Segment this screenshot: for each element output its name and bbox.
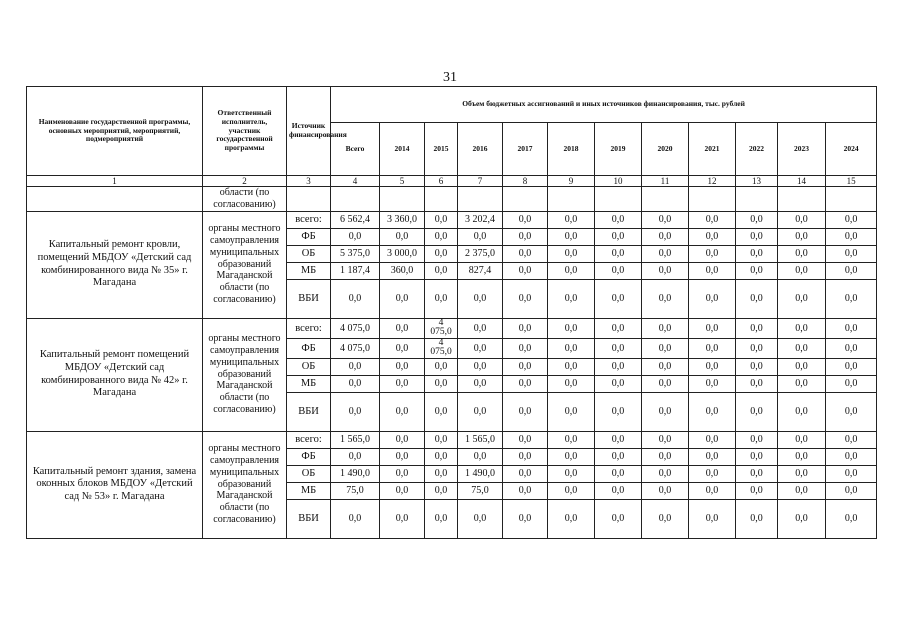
year-value: 0,0 bbox=[736, 338, 778, 358]
header-year: 2023 bbox=[778, 123, 826, 176]
year-value: 0,0 bbox=[380, 499, 425, 538]
column-number: 13 bbox=[736, 176, 778, 187]
funding-source: ВБИ bbox=[287, 499, 331, 538]
year-value: 0,0 bbox=[425, 228, 458, 245]
year-value: 3 000,0 bbox=[380, 245, 425, 262]
header-year: 2017 bbox=[503, 123, 548, 176]
year-value: 0,0 bbox=[736, 392, 778, 431]
year-value: 0,0 bbox=[826, 262, 877, 279]
year-value: 0,0 bbox=[548, 431, 595, 448]
column-number: 10 bbox=[595, 176, 642, 187]
funding-source: ФБ bbox=[287, 228, 331, 245]
funding-source: всего: bbox=[287, 431, 331, 448]
total-value: 4 075,0 bbox=[331, 338, 380, 358]
year-value: 0,0 bbox=[826, 228, 877, 245]
year-value: 0,0 bbox=[548, 318, 595, 338]
year-value: 0,0 bbox=[458, 228, 503, 245]
table-row bbox=[27, 431, 877, 448]
column-number: 11 bbox=[642, 176, 689, 187]
year-value: 0,0 bbox=[503, 262, 548, 279]
column-number: 4 bbox=[331, 176, 380, 187]
year-value: 4 075,0 bbox=[425, 338, 458, 358]
year-value: 0,0 bbox=[689, 465, 736, 482]
year-value: 0,0 bbox=[826, 211, 877, 228]
year-value: 0,0 bbox=[826, 465, 877, 482]
measure-name: Капитальный ремонт здания, замена оконных блоков МБДОУ «Детский сад № 53» г. Магадана bbox=[27, 431, 203, 538]
year-value: 75,0 bbox=[458, 482, 503, 499]
year-value: 0,0 bbox=[425, 245, 458, 262]
year-value: 0,0 bbox=[503, 228, 548, 245]
total-value: 0,0 bbox=[331, 448, 380, 465]
year-value: 0,0 bbox=[425, 211, 458, 228]
year-value: 0,0 bbox=[736, 228, 778, 245]
year-value: 0,0 bbox=[503, 358, 548, 375]
funding-source: ВБИ bbox=[287, 279, 331, 318]
year-value: 0,0 bbox=[642, 228, 689, 245]
year-value: 0,0 bbox=[548, 499, 595, 538]
table-row bbox=[27, 318, 877, 338]
year-value: 0,0 bbox=[503, 448, 548, 465]
table-body bbox=[27, 187, 877, 539]
column-number: 8 bbox=[503, 176, 548, 187]
year-value: 0,0 bbox=[458, 392, 503, 431]
year-value: 0,0 bbox=[778, 358, 826, 375]
executor: органы местного самоуправления муниципальных образований Магаданской области (по согласованию) bbox=[203, 318, 287, 431]
header-year: 2024 bbox=[826, 123, 877, 176]
column-number: 5 bbox=[380, 176, 425, 187]
year-value: 0,0 bbox=[425, 375, 458, 392]
table-header bbox=[27, 87, 877, 187]
funding-source: ФБ bbox=[287, 448, 331, 465]
year-value: 0,0 bbox=[778, 338, 826, 358]
year-value: 0,0 bbox=[689, 375, 736, 392]
year-value: 0,0 bbox=[425, 431, 458, 448]
year-value: 0,0 bbox=[778, 465, 826, 482]
year-value: 0,0 bbox=[548, 211, 595, 228]
year-value: 0,0 bbox=[503, 245, 548, 262]
column-number: 14 bbox=[778, 176, 826, 187]
year-value: 0,0 bbox=[642, 211, 689, 228]
year-value: 0,0 bbox=[736, 245, 778, 262]
year-value: 0,0 bbox=[503, 375, 548, 392]
year-value: 0,0 bbox=[689, 431, 736, 448]
column-number: 7 bbox=[458, 176, 503, 187]
year-value: 0,0 bbox=[595, 338, 642, 358]
column-number: 3 bbox=[287, 176, 331, 187]
year-value: 0,0 bbox=[778, 279, 826, 318]
total-value: 1 187,4 bbox=[331, 262, 380, 279]
year-value: 0,0 bbox=[425, 465, 458, 482]
year-value: 0,0 bbox=[595, 211, 642, 228]
year-value: 0,0 bbox=[595, 499, 642, 538]
header-name: Наименование государственной программы, основных мероприятий, мероприятий, подмероприятий bbox=[27, 87, 203, 176]
funding-source: ВБИ bbox=[287, 392, 331, 431]
year-value: 0,0 bbox=[689, 338, 736, 358]
year-value: 0,0 bbox=[689, 228, 736, 245]
year-value: 0,0 bbox=[642, 448, 689, 465]
year-value: 0,0 bbox=[826, 431, 877, 448]
year-value: 0,0 bbox=[548, 392, 595, 431]
carryover-row bbox=[27, 187, 877, 212]
column-number: 15 bbox=[826, 176, 877, 187]
year-value: 0,0 bbox=[425, 482, 458, 499]
page-number: 31 bbox=[443, 70, 457, 85]
header-year: 2022 bbox=[736, 123, 778, 176]
year-value: 0,0 bbox=[503, 338, 548, 358]
header-year: 2015 bbox=[425, 123, 458, 176]
year-value: 0,0 bbox=[778, 392, 826, 431]
year-value: 0,0 bbox=[458, 318, 503, 338]
header-year: 2021 bbox=[689, 123, 736, 176]
measure-name: Капитальный ремонт кровли, помещений МБДОУ «Детский сад комбинированного вида № 35» г. Магадана bbox=[27, 211, 203, 318]
column-number-row bbox=[27, 176, 877, 187]
year-value: 0,0 bbox=[778, 211, 826, 228]
year-value: 0,0 bbox=[642, 262, 689, 279]
year-value: 0,0 bbox=[548, 262, 595, 279]
year-value: 0,0 bbox=[689, 358, 736, 375]
year-value: 0,0 bbox=[642, 375, 689, 392]
year-value: 0,0 bbox=[503, 279, 548, 318]
year-value: 4 075,0 bbox=[425, 318, 458, 338]
year-value: 0,0 bbox=[689, 392, 736, 431]
header-source: Источник финансирования bbox=[287, 87, 331, 176]
year-value: 0,0 bbox=[595, 279, 642, 318]
year-value: 1 565,0 bbox=[458, 431, 503, 448]
funding-source: ОБ bbox=[287, 245, 331, 262]
column-number: 2 bbox=[203, 176, 287, 187]
year-value: 0,0 bbox=[503, 499, 548, 538]
year-value: 0,0 bbox=[778, 499, 826, 538]
total-value: 5 375,0 bbox=[331, 245, 380, 262]
year-value: 0,0 bbox=[548, 245, 595, 262]
year-value: 0,0 bbox=[642, 392, 689, 431]
table-row bbox=[27, 211, 877, 228]
year-value: 0,0 bbox=[425, 262, 458, 279]
year-value: 0,0 bbox=[826, 392, 877, 431]
total-value: 1 565,0 bbox=[331, 431, 380, 448]
year-value: 0,0 bbox=[380, 465, 425, 482]
year-value: 0,0 bbox=[380, 482, 425, 499]
year-value: 0,0 bbox=[380, 228, 425, 245]
year-value: 0,0 bbox=[380, 338, 425, 358]
funding-source: всего: bbox=[287, 318, 331, 338]
year-value: 0,0 bbox=[380, 279, 425, 318]
year-value: 0,0 bbox=[826, 448, 877, 465]
total-value: 1 490,0 bbox=[331, 465, 380, 482]
year-value: 0,0 bbox=[736, 465, 778, 482]
year-value: 0,0 bbox=[778, 262, 826, 279]
header-total: Всего bbox=[331, 123, 380, 176]
year-value: 0,0 bbox=[548, 465, 595, 482]
year-value: 0,0 bbox=[503, 431, 548, 448]
year-value: 0,0 bbox=[736, 279, 778, 318]
year-value: 0,0 bbox=[736, 358, 778, 375]
year-value: 0,0 bbox=[503, 465, 548, 482]
column-number: 1 bbox=[27, 176, 203, 187]
column-number: 6 bbox=[425, 176, 458, 187]
year-value: 0,0 bbox=[548, 375, 595, 392]
year-value: 0,0 bbox=[380, 375, 425, 392]
year-value: 0,0 bbox=[826, 245, 877, 262]
year-value: 0,0 bbox=[458, 499, 503, 538]
year-value: 0,0 bbox=[778, 375, 826, 392]
total-value: 0,0 bbox=[331, 392, 380, 431]
year-value: 0,0 bbox=[380, 431, 425, 448]
year-value: 0,0 bbox=[826, 338, 877, 358]
year-value: 0,0 bbox=[595, 448, 642, 465]
year-value: 0,0 bbox=[380, 392, 425, 431]
year-value: 0,0 bbox=[380, 358, 425, 375]
year-value: 0,0 bbox=[778, 482, 826, 499]
year-value: 0,0 bbox=[736, 262, 778, 279]
year-value: 0,0 bbox=[826, 482, 877, 499]
year-value: 0,0 bbox=[595, 262, 642, 279]
total-value: 0,0 bbox=[331, 499, 380, 538]
year-value: 0,0 bbox=[736, 448, 778, 465]
year-value: 0,0 bbox=[689, 448, 736, 465]
column-number: 9 bbox=[548, 176, 595, 187]
year-value: 0,0 bbox=[458, 375, 503, 392]
year-value: 0,0 bbox=[595, 431, 642, 448]
year-value: 0,0 bbox=[425, 279, 458, 318]
year-value: 0,0 bbox=[689, 279, 736, 318]
measure-name: Капитальный ремонт помещений МБДОУ «Детский сад комбинированного вида № 42» г. Магадана bbox=[27, 318, 203, 431]
year-value: 0,0 bbox=[778, 448, 826, 465]
header-year: 2020 bbox=[642, 123, 689, 176]
year-value: 0,0 bbox=[642, 465, 689, 482]
year-value: 0,0 bbox=[425, 392, 458, 431]
year-value: 0,0 bbox=[826, 358, 877, 375]
year-value: 0,0 bbox=[736, 482, 778, 499]
year-value: 0,0 bbox=[595, 482, 642, 499]
year-value: 0,0 bbox=[778, 228, 826, 245]
year-value: 827,4 bbox=[458, 262, 503, 279]
year-value: 0,0 bbox=[689, 482, 736, 499]
year-value: 0,0 bbox=[595, 358, 642, 375]
carryover-executor: области (по согласованию) bbox=[203, 187, 287, 212]
year-value: 0,0 bbox=[595, 465, 642, 482]
year-value: 0,0 bbox=[548, 482, 595, 499]
year-value: 0,0 bbox=[689, 262, 736, 279]
year-value: 0,0 bbox=[642, 358, 689, 375]
year-value: 0,0 bbox=[642, 318, 689, 338]
year-value: 0,0 bbox=[689, 245, 736, 262]
year-value: 0,0 bbox=[826, 318, 877, 338]
funding-source: ОБ bbox=[287, 358, 331, 375]
year-value: 0,0 bbox=[642, 431, 689, 448]
year-value: 0,0 bbox=[736, 375, 778, 392]
funding-source: МБ bbox=[287, 482, 331, 499]
header-year: 2018 bbox=[548, 123, 595, 176]
total-value: 0,0 bbox=[331, 358, 380, 375]
year-value: 0,0 bbox=[503, 211, 548, 228]
year-value: 0,0 bbox=[458, 338, 503, 358]
year-value: 0,0 bbox=[595, 318, 642, 338]
year-value: 0,0 bbox=[642, 338, 689, 358]
header-budget: Объем бюджетных ассигнований и иных источников финансирования, тыс. рублей bbox=[331, 87, 877, 123]
year-value: 0,0 bbox=[736, 431, 778, 448]
total-value: 4 075,0 bbox=[331, 318, 380, 338]
header-year: 2016 bbox=[458, 123, 503, 176]
funding-source: ФБ bbox=[287, 338, 331, 358]
year-value: 0,0 bbox=[826, 279, 877, 318]
year-value: 0,0 bbox=[548, 279, 595, 318]
total-value: 0,0 bbox=[331, 279, 380, 318]
year-value: 0,0 bbox=[778, 431, 826, 448]
year-value: 0,0 bbox=[548, 338, 595, 358]
year-value: 0,0 bbox=[425, 448, 458, 465]
year-value: 0,0 bbox=[642, 499, 689, 538]
year-value: 3 360,0 bbox=[380, 211, 425, 228]
year-value: 0,0 bbox=[736, 318, 778, 338]
year-value: 0,0 bbox=[380, 448, 425, 465]
funding-source: МБ bbox=[287, 375, 331, 392]
header-year: 2014 bbox=[380, 123, 425, 176]
year-value: 3 202,4 bbox=[458, 211, 503, 228]
year-value: 0,0 bbox=[503, 482, 548, 499]
year-value: 0,0 bbox=[458, 279, 503, 318]
total-value: 6 562,4 bbox=[331, 211, 380, 228]
year-value: 0,0 bbox=[736, 211, 778, 228]
funding-source: всего: bbox=[287, 211, 331, 228]
year-value: 0,0 bbox=[642, 279, 689, 318]
year-value: 360,0 bbox=[380, 262, 425, 279]
year-value: 1 490,0 bbox=[458, 465, 503, 482]
year-value: 0,0 bbox=[595, 375, 642, 392]
column-number: 12 bbox=[689, 176, 736, 187]
year-value: 0,0 bbox=[689, 211, 736, 228]
year-value: 0,0 bbox=[689, 318, 736, 338]
year-value: 0,0 bbox=[778, 318, 826, 338]
budget-table bbox=[26, 86, 877, 539]
year-value: 0,0 bbox=[458, 358, 503, 375]
year-value: 0,0 bbox=[425, 358, 458, 375]
year-value: 0,0 bbox=[548, 448, 595, 465]
year-value: 0,0 bbox=[689, 499, 736, 538]
year-value: 0,0 bbox=[548, 358, 595, 375]
year-value: 0,0 bbox=[826, 499, 877, 538]
year-value: 0,0 bbox=[548, 228, 595, 245]
year-value: 0,0 bbox=[458, 448, 503, 465]
executor: органы местного самоуправления муниципальных образований Магаданской области (по согласованию) bbox=[203, 431, 287, 538]
year-value: 2 375,0 bbox=[458, 245, 503, 262]
funding-source: МБ bbox=[287, 262, 331, 279]
year-value: 0,0 bbox=[736, 499, 778, 538]
total-value: 0,0 bbox=[331, 375, 380, 392]
year-value: 0,0 bbox=[503, 392, 548, 431]
year-value: 0,0 bbox=[642, 245, 689, 262]
year-value: 0,0 bbox=[595, 245, 642, 262]
year-value: 0,0 bbox=[425, 499, 458, 538]
year-value: 0,0 bbox=[826, 375, 877, 392]
year-value: 0,0 bbox=[595, 392, 642, 431]
year-value: 0,0 bbox=[778, 245, 826, 262]
year-value: 0,0 bbox=[595, 228, 642, 245]
header-year: 2019 bbox=[595, 123, 642, 176]
total-value: 0,0 bbox=[331, 228, 380, 245]
header-executor: Ответственный исполнитель, участник государственной программы bbox=[203, 87, 287, 176]
year-value: 0,0 bbox=[642, 482, 689, 499]
total-value: 75,0 bbox=[331, 482, 380, 499]
funding-source: ОБ bbox=[287, 465, 331, 482]
year-value: 0,0 bbox=[380, 318, 425, 338]
year-value: 0,0 bbox=[503, 318, 548, 338]
executor: органы местного самоуправления муниципальных образований Магаданской области (по согласованию) bbox=[203, 211, 287, 318]
